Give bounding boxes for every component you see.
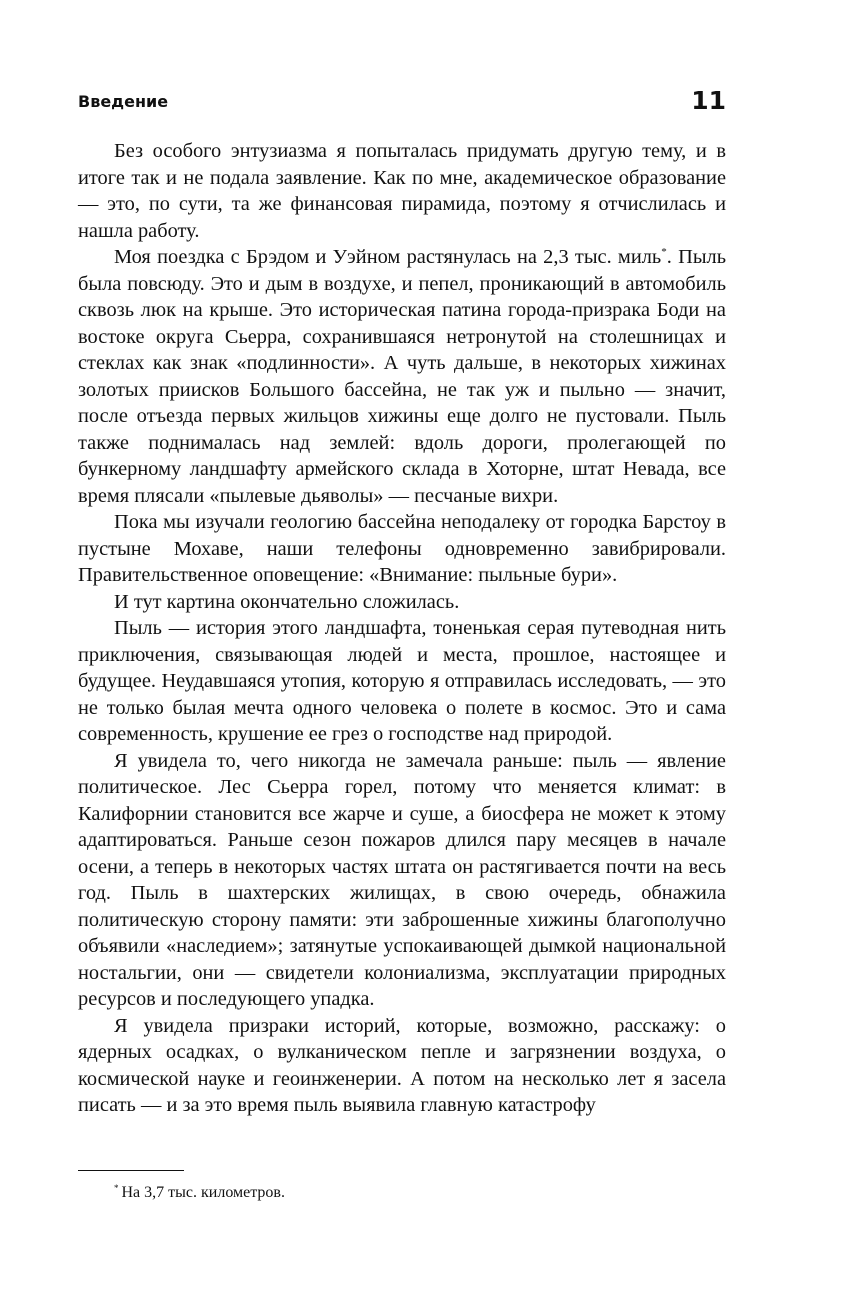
paragraph-1: Без особого энтузиазма я попыталась придумать другую тему, и в итоге так и не подала заявление. Как по мне, академическое образование — это, по сути, та же финансовая пирамида, поэтому я отчислилась и нашла работу.	[78, 140, 726, 242]
footnote-mark: *	[114, 1183, 119, 1193]
paragraph-3: Пока мы изучали геологию бассейна неподалеку от городка Барстоу в пустыне Мохаве, наши телефоны одновременно завибрировали. Правительственное оповещение: «Внимание: пыльные бури».	[78, 511, 726, 586]
section-title: Введение	[78, 92, 169, 111]
body-text	[78, 138, 726, 1119]
footnote-reference[interactable]: *	[661, 246, 667, 258]
paragraph-5: Пыль — история этого ландшафта, тоненькая серая путеводная нить приключения, связывающая людей и места, прошлое, настоящее и будущее. Неудавшаяся утопия, которую я отправилась исследовать, — это не только былая мечта одного человека о полете в космос. Это и сама современность, крушение ее грез о господстве над природой.	[78, 617, 726, 745]
running-header	[78, 86, 726, 120]
page-number: 11	[691, 86, 726, 115]
footnote	[114, 1182, 285, 1204]
footnote-divider	[78, 1170, 184, 1171]
paragraph-7: Я увидела призраки историй, которые, возможно, расскажу: о ядерных осадках, о вулканическом пепле и загрязнении воздуха, о космической науке и геоинженерии. А потом на несколько лет я засела писать — и за это время пыль выявила главную катастрофу	[78, 1014, 726, 1116]
footnote-text: На 3,7 тыс. километров.	[121, 1184, 285, 1201]
paragraph-2	[78, 244, 726, 509]
paragraph-2-text-after-note: . Пыль была повсюду. Это и дым в воздухе, и пепел, проникающий в автомобиль сквозь люк на крыше. Это историческая патина города-призрака Боди на востоке округа Сьерра, сохранившаяся нетронутой на столешницах и стеклах как знак «подлинности». А чуть дальше, в некоторых хижинах золотых приисков Большого бассейна, не так уж и пыльно — значит, после отъезда первых жильцов хижины еще долго не пустовали. Пыль также поднималась над землей: вдоль дороги, пролегающей по бункерному ландшафту армейского склада в Хоторне, штат Невада, все время плясали «пылевые дьяволы» — песчаные вихри.	[78, 246, 726, 507]
paragraph-2-text-before-note: Моя поездка с Брэдом и Уэйном растянулась на 2,3 тыс. миль	[114, 246, 662, 268]
paragraph-6: Я увидела то, чего никогда не замечала раньше: пыль — явление политическое. Лес Сьерра горел, потому что меняется климат: в Калифорнии становится все жарче и суше, а биосфера не может к этому адаптироваться. Раньше сезон пожаров длился пару месяцев в начале осени, а теперь в некоторых частях штата он растягивается почти на весь год. Пыль в шахтерских жилищах, в свою очередь, обнажила политическую сторону памяти: эти заброшенные хижины благополучно объявили «наследием»; затянутые успокаивающей дымкой национальной ностальгии, они — свидетели колониализма, эксплуатации природных ресурсов и последующего упадка.	[78, 749, 726, 1010]
paragraph-4: И тут картина окончательно сложилась.	[114, 590, 460, 613]
